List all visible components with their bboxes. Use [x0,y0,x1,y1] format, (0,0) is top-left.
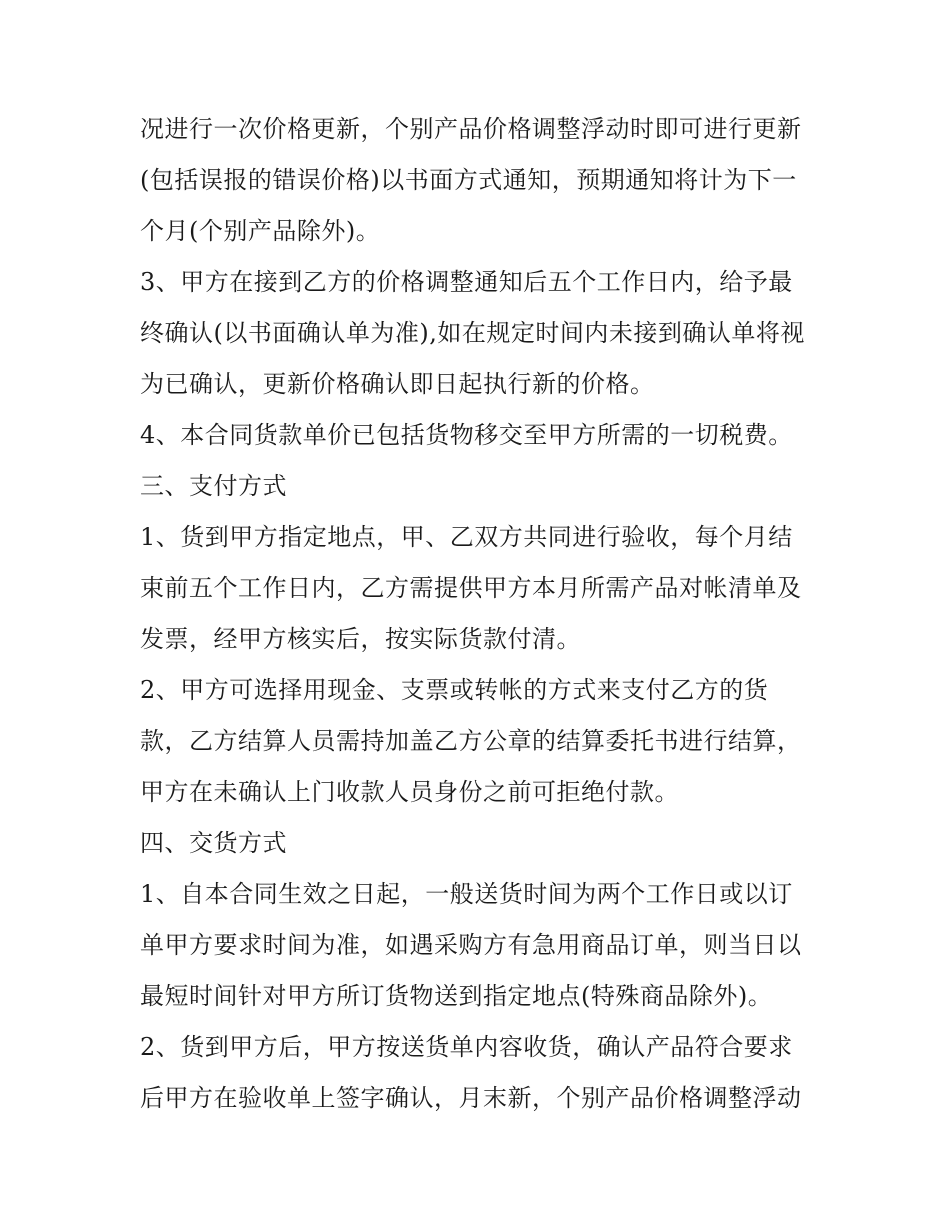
text-line: 1、自本合同生效之日起，一般送货时间为两个工作日或以订 [140,880,793,908]
text-line: 后甲方在验收单上签字确认，月末新，个别产品价格调整浮动 [140,1084,802,1112]
text-line: 单甲方要求时间为准，如遇采购方有急用商品订单，则当日以 [140,931,802,959]
text-line: 发票，经甲方核实后，按实际货款付清。 [140,625,581,653]
text-line: (包括误报的错误价格)以书面方式通知，预期通知将计为下一 [140,166,797,194]
document-body [140,104,820,1124]
text-line: 2、货到甲方后，甲方按送货单内容收货，确认产品符合要求 [140,1033,793,1061]
text-line: 最短时间针对甲方所订货物送到指定地点(特殊商品除外)。 [140,982,773,1010]
text-line: 2、甲方可选择用现金、支票或转帐的方式来支付乙方的货 [140,676,769,704]
text-line: 甲方在未确认上门收款人员身份之前可拒绝付款。 [140,778,679,806]
text-line: 款，乙方结算人员需持加盖乙方公章的结算委托书进行结算， [140,727,802,755]
text-line: 1、货到甲方指定地点，甲、乙双方共同进行验收，每个月结 [140,523,793,551]
text-line: 况进行一次价格更新，个别产品价格调整浮动时即可进行更新 [140,115,802,143]
text-line: 个月(个别产品除外)。 [140,217,381,245]
section-heading: 四、交货方式 [140,829,287,857]
text-line: 为已确认，更新价格确认即日起执行新的价格。 [140,370,655,398]
section-heading: 三、支付方式 [140,472,287,500]
text-line: 束前五个工作日内，乙方需提供甲方本月所需产品对帐清单及 [140,574,802,602]
text-line: 4、本合同货款单价已包括货物移交至甲方所需的一切税费。 [140,421,793,449]
text-line: 终确认(以书面确认单为准),如在规定时间内未接到确认单将视 [140,319,805,347]
text-line: 3、甲方在接到乙方的价格调整通知后五个工作日内，给予最 [140,268,793,296]
